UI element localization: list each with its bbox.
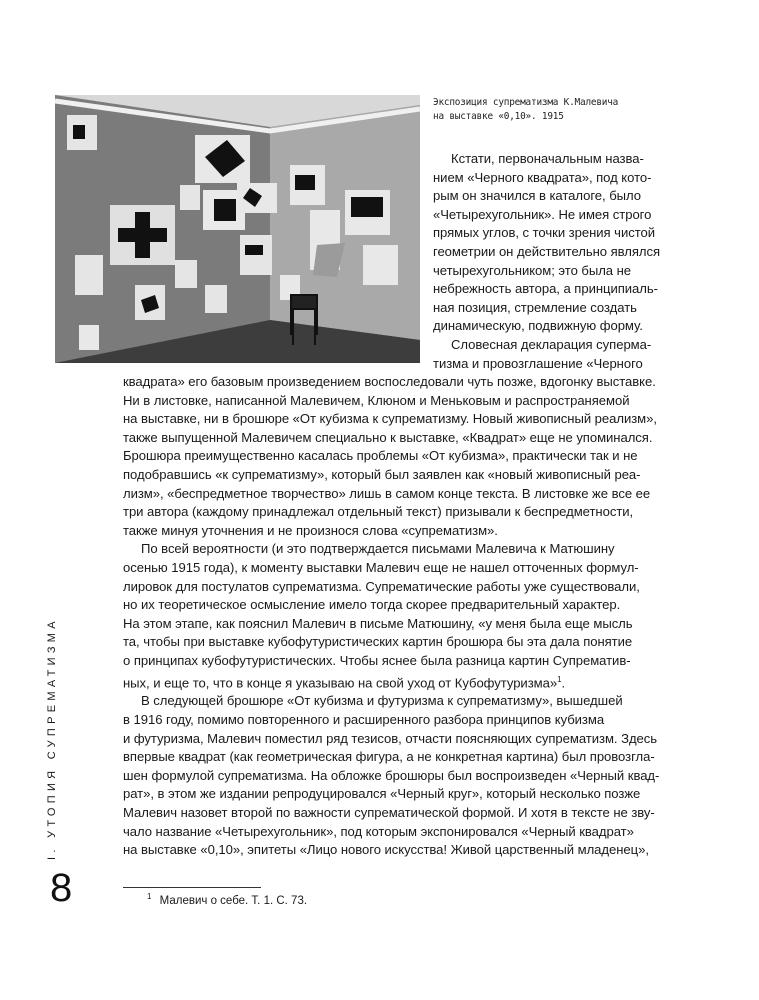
text-line: прямых углов, с точки зрения чистой xyxy=(433,225,656,241)
exhibition-photo xyxy=(55,95,420,363)
text-line: чало название «Четырехугольник», под которым экспонировался «Черный квадрат» xyxy=(123,823,634,839)
text-line: подобравшись «к супрематизму», который был заявлен как «новый живописный реа- xyxy=(123,466,641,482)
text-line-with-footnote: ных, и еще то, что в конце я указываю на свой уход от Кубофутуризма»$^1$. xyxy=(123,674,566,690)
text-line: та, чтобы при выставке кубофутуристических картин брошюра бы эта дала понятие xyxy=(123,634,633,650)
footnote-text: Малевич о себе. Т. 1. С. 73. xyxy=(159,894,308,907)
body-text-wide-column xyxy=(123,373,683,860)
body-text-narrow-column xyxy=(433,150,683,373)
text-line: Брошюра преимущественно касалась проблемы «От кубизма», практически так и не xyxy=(123,448,638,464)
text-line: рым он значился в каталоге, было xyxy=(433,188,641,204)
text-line: четырехугольником; это была не xyxy=(433,262,632,278)
text-line: три автора (каждому принадлежал отдельный текст) призывали к беспредметности, xyxy=(123,504,634,520)
text-line: небрежность автора, а принципиаль- xyxy=(433,281,658,297)
text-line: осенью 1915 года), к моменту выставки Малевич еще не нашел отточенных формул- xyxy=(123,559,639,575)
text-line: Ни в листовке, написанной Малевичем, Клюном и Меньковым и распространяемой xyxy=(123,392,630,408)
page-number: 8 xyxy=(50,866,73,910)
text-line: «Четырехугольник». Не имея строго xyxy=(433,206,652,222)
footnote xyxy=(147,892,307,907)
text-line: но их теоретическое осмысление имело тогда скорее предварительный характер. xyxy=(123,597,621,613)
text-line: ная позиция, стремление создать xyxy=(433,299,637,315)
text-line: на выставке «0,10», эпитеты «Лицо нового искусства! Живой царственный младенец», xyxy=(123,842,649,858)
text-line: лизм», «беспредметное творчество» лишь в самом конце текста. В листовке же все ее xyxy=(123,485,651,501)
text-line: также минуя уточнения и не произнося слова «супрематизм». xyxy=(123,522,498,538)
text-line-body: ных, и еще то, что в конце я указываю на свой уход от Кубофутуризма» xyxy=(123,674,558,690)
text-line: Кстати, первоначальным назва- xyxy=(451,151,644,166)
text-line: На этом этапе, как пояснил Малевич в письме Матюшину, «у меня была еще мысль xyxy=(123,615,633,631)
text-line: о принципах кубофутуристических. Чтобы яснее была разница картин Супрематив- xyxy=(123,652,631,668)
text-line: динамическую, подвижную форму. xyxy=(433,318,643,334)
text-line: рат», в этом же издании репродуцировался «Черный круг», который несколько позже xyxy=(123,786,641,802)
text-line: геометрии он действительно являлся xyxy=(433,243,661,259)
text-line: на выставке, ни в брошюре «От кубизма к супрематизму. Новый живописный реализм», xyxy=(123,411,657,427)
text-line: и футуризма, Малевич поместил ряд тезисов, отчасти поясняющих супрематизм. Здесь xyxy=(123,730,658,746)
text-line: По всей вероятности (и это подтверждается письмами Малевича к Матюшину xyxy=(141,541,615,557)
text-line: Словесная декларация суперма- xyxy=(451,336,652,352)
text-line: в 1916 году, помимо повторенного и расширенного разбора принципов кубизма xyxy=(123,712,605,728)
running-section-title: I. УТОПИЯ СУПРЕМАТИЗМА xyxy=(46,617,58,860)
footnote-reference: 1 xyxy=(557,674,562,684)
caption-line: Экспозиция супрематизма К.Малевича xyxy=(433,97,619,108)
footnote-marker: 1 xyxy=(147,892,152,901)
text-line: квадрата» его базовым произведением воспоследовали чуть позже, вдогонку выставке. xyxy=(123,374,656,389)
text-line: тизма и провозглашение «Черного xyxy=(433,355,643,371)
footnote-divider xyxy=(123,887,261,888)
text-line: Малевич назовет второй по важности супрематической формой. И хотя в тексте не зву- xyxy=(123,805,655,821)
text-line: также выпущенной Малевичем специально к выставке, «Квадрат» еще не упоминался. xyxy=(123,429,653,445)
caption-line: на выставке «0,10». 1915 xyxy=(433,111,564,122)
photo-caption xyxy=(433,96,633,124)
text-line: шен формулой супрематизма. На обложке брошюры был воспроизведен «Черный квад- xyxy=(123,767,660,783)
text-line: В следующей брошюре «От кубизма и футуризма к супрематизму», вышедшей xyxy=(141,693,623,709)
text-line: лировок для постулатов супрематизма. Супрематические работы уже существовали, xyxy=(123,578,640,594)
text-line: нием «Черного квадрата», под кото- xyxy=(433,169,652,185)
text-line: впервые квадрат (как геометрическая фигура, а не конкретная картина) был провозгла- xyxy=(123,749,655,765)
